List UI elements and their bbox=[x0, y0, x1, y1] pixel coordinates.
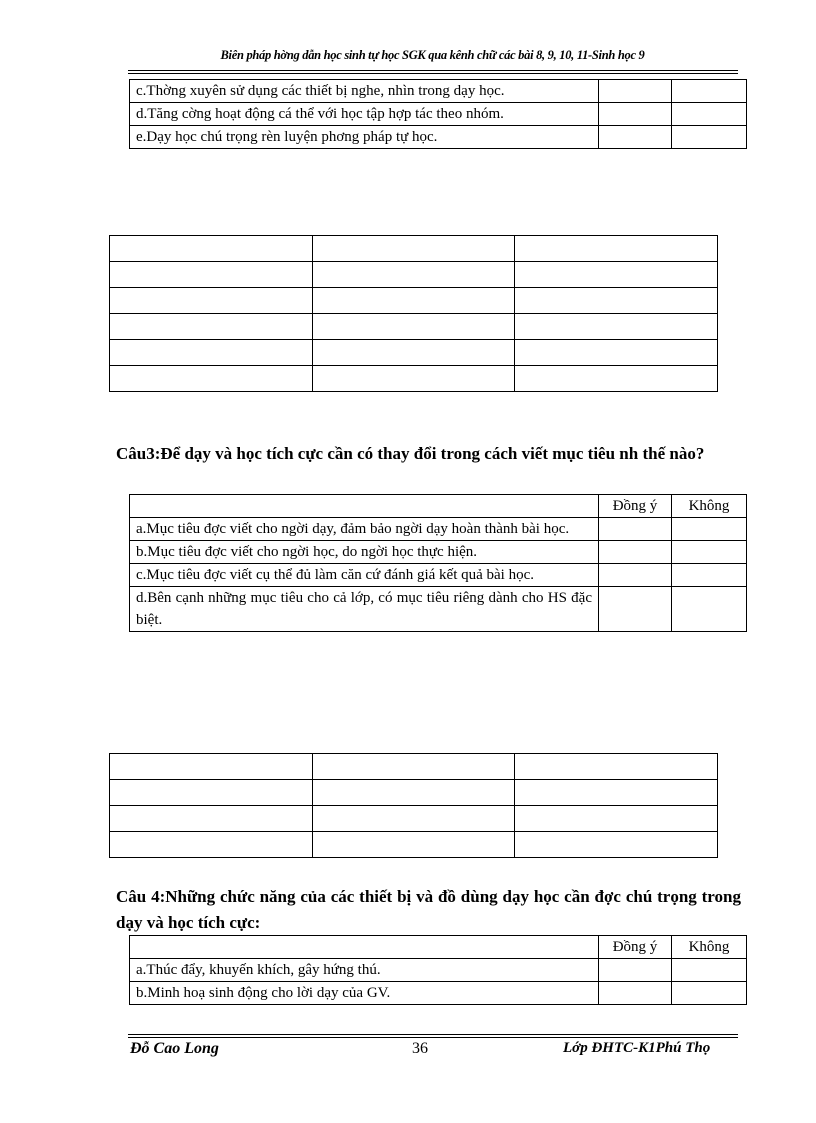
table-row bbox=[130, 959, 747, 982]
statement-cell: a.Thúc đẩy, khuyến khích, gây hứng thú. bbox=[130, 959, 599, 982]
agree-cell[interactable] bbox=[599, 541, 672, 564]
blank-cell bbox=[515, 236, 718, 262]
table-header-row bbox=[130, 936, 747, 959]
table-row bbox=[110, 236, 718, 262]
statement-cell: d.Bên cạnh những mục tiêu cho cả lớp, có mục tiêu riêng dành cho HS đặc biệt. bbox=[130, 587, 599, 632]
statement-cell: a.Mục tiêu đợc viết cho ngời dạy, đảm bảo ngời dạy hoàn thành bài học. bbox=[130, 518, 599, 541]
table-row bbox=[130, 982, 747, 1005]
table-row bbox=[110, 262, 718, 288]
blank-cell bbox=[110, 780, 313, 806]
table-row bbox=[130, 587, 747, 632]
statement-cell: c.Thờng xuyên sử dụng các thiết bị nghe, nhìn trong dạy học. bbox=[130, 80, 599, 103]
question-4-heading: Câu 4:Những chức năng của các thiết bị và đồ dùng dạy học cần đợc chú trọng trong dạy và học tích cực: bbox=[116, 887, 741, 932]
disagree-cell[interactable] bbox=[672, 564, 747, 587]
blank-cell bbox=[313, 366, 515, 392]
table-row bbox=[110, 314, 718, 340]
disagree-header: Không bbox=[672, 936, 747, 959]
agree-cell[interactable] bbox=[599, 959, 672, 982]
running-header: Biên pháp hờng dẫn học sinh tự học SGK qua kênh chữ các bài 8, 9, 10, 11-Sinh học 9 bbox=[220, 48, 645, 62]
table-row bbox=[130, 518, 747, 541]
footer-rule-secondary bbox=[128, 1037, 738, 1038]
disagree-cell[interactable] bbox=[672, 541, 747, 564]
agree-header: Đồng ý bbox=[599, 495, 672, 518]
blank-cell bbox=[110, 754, 313, 780]
survey-table-question-4 bbox=[129, 935, 747, 1005]
blank-cell bbox=[313, 314, 515, 340]
question-3-heading: Câu3:Để dạy và học tích cực cần có thay đổi trong cách viết mục tiêu nh thế nào? bbox=[116, 444, 705, 463]
table-row bbox=[130, 126, 747, 149]
agree-cell[interactable] bbox=[599, 80, 672, 103]
agree-cell[interactable] bbox=[599, 587, 672, 632]
statement-cell: c.Mục tiêu đợc viết cụ thể đủ làm căn cứ đánh giá kết quả bài học. bbox=[130, 564, 599, 587]
disagree-cell[interactable] bbox=[672, 982, 747, 1005]
disagree-cell[interactable] bbox=[672, 587, 747, 632]
blank-cell bbox=[515, 314, 718, 340]
agree-cell[interactable] bbox=[599, 103, 672, 126]
blank-cell bbox=[110, 366, 313, 392]
disagree-cell[interactable] bbox=[672, 518, 747, 541]
table-row bbox=[110, 806, 718, 832]
table-row bbox=[110, 366, 718, 392]
table-row bbox=[130, 564, 747, 587]
table-header-row bbox=[130, 495, 747, 518]
disagree-header: Không bbox=[672, 495, 747, 518]
agree-cell[interactable] bbox=[599, 982, 672, 1005]
blank-cell bbox=[110, 340, 313, 366]
disagree-cell[interactable] bbox=[672, 126, 747, 149]
table-row bbox=[110, 780, 718, 806]
blank-cell bbox=[313, 832, 515, 858]
blank-cell bbox=[110, 262, 313, 288]
table-row bbox=[110, 754, 718, 780]
blank-cell bbox=[313, 754, 515, 780]
statement-cell: e.Dạy học chú trọng rèn luyện phơng pháp tự học. bbox=[130, 126, 599, 149]
table-row bbox=[130, 541, 747, 564]
blank-grid-2 bbox=[109, 753, 718, 858]
blank-cell bbox=[110, 288, 313, 314]
table-row bbox=[110, 340, 718, 366]
blank-cell bbox=[313, 262, 515, 288]
disagree-cell[interactable] bbox=[672, 80, 747, 103]
blank-cell bbox=[515, 262, 718, 288]
disagree-cell[interactable] bbox=[672, 959, 747, 982]
statement-cell: b.Minh hoạ sinh động cho lời dạy của GV. bbox=[130, 982, 599, 1005]
agree-cell[interactable] bbox=[599, 126, 672, 149]
blank-cell bbox=[110, 806, 313, 832]
blank-cell bbox=[313, 340, 515, 366]
footer-rule bbox=[128, 1034, 738, 1035]
blank-cell bbox=[313, 780, 515, 806]
blank-cell bbox=[110, 236, 313, 262]
page-number: 36 bbox=[412, 1040, 428, 1057]
agree-header: Đồng ý bbox=[599, 936, 672, 959]
header-rule-secondary bbox=[128, 73, 738, 74]
agree-cell[interactable] bbox=[599, 518, 672, 541]
statement-cell: d.Tăng cờng hoạt động cá thể với học tập hợp tác theo nhóm. bbox=[130, 103, 599, 126]
blank-cell bbox=[515, 366, 718, 392]
disagree-cell[interactable] bbox=[672, 103, 747, 126]
table-row bbox=[130, 80, 747, 103]
blank-grid-1 bbox=[109, 235, 718, 392]
blank-cell bbox=[313, 288, 515, 314]
footer-author: Đỗ Cao Long bbox=[130, 1040, 219, 1057]
survey-table-continued bbox=[129, 79, 747, 149]
blank-cell bbox=[515, 780, 718, 806]
blank-cell bbox=[110, 832, 313, 858]
table-row bbox=[130, 103, 747, 126]
table-row bbox=[110, 832, 718, 858]
statement-header-cell bbox=[130, 936, 599, 959]
blank-cell bbox=[110, 314, 313, 340]
header-rule bbox=[128, 70, 738, 71]
blank-cell bbox=[515, 832, 718, 858]
statement-cell: b.Mục tiêu đợc viết cho ngời học, do ngời học thực hiện. bbox=[130, 541, 599, 564]
statement-header-cell bbox=[130, 495, 599, 518]
survey-table-question-3 bbox=[129, 494, 747, 632]
blank-cell bbox=[313, 236, 515, 262]
blank-cell bbox=[515, 806, 718, 832]
agree-cell[interactable] bbox=[599, 564, 672, 587]
table-row bbox=[110, 288, 718, 314]
footer-class-name: Lớp ĐHTC-K1Phú Thọ bbox=[563, 1040, 711, 1056]
blank-cell bbox=[515, 288, 718, 314]
blank-cell bbox=[515, 754, 718, 780]
blank-cell bbox=[313, 806, 515, 832]
blank-cell bbox=[515, 340, 718, 366]
